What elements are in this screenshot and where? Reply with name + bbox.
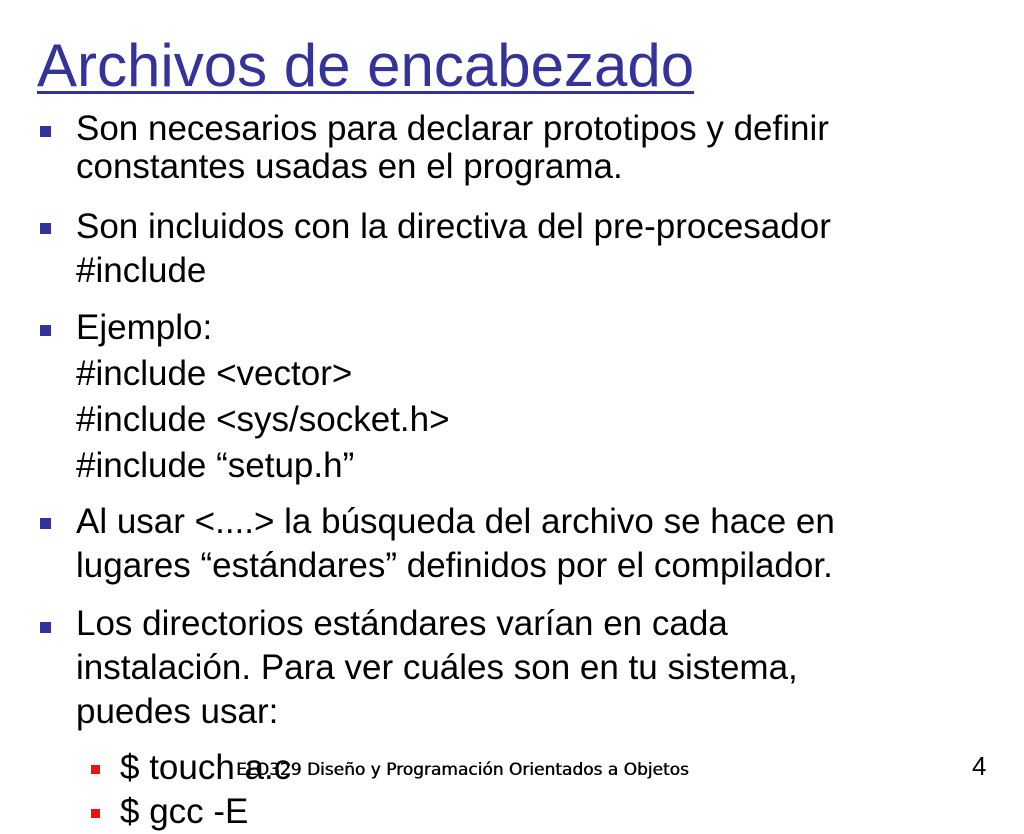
bullet-line: Ejemplo: [76, 308, 213, 347]
bullet-item [76, 205, 976, 293]
sub-bullet-item: $ touch a.c [120, 748, 292, 787]
bullet-marker [40, 223, 51, 234]
page-number: 4 [972, 751, 987, 781]
sub-bullet-item: $ gcc -E [120, 792, 249, 831]
bullet-line: lugares “estándares” definidos por el compilador. [76, 546, 833, 585]
bullet-item [76, 107, 976, 189]
bullet-marker [40, 622, 51, 633]
code-line: #include <vector> [76, 354, 353, 393]
code-line: #include <sys/socket.h> [76, 400, 450, 439]
code-line: #include “setup.h” [76, 446, 355, 485]
bullet-line: #include [76, 251, 207, 290]
bullet-line: constantes usadas en el programa. [76, 147, 623, 186]
bullet-line: Son incluidos con la directiva del pre-procesador [76, 207, 831, 246]
bullet-marker [40, 518, 51, 529]
sub-bullet-marker [91, 765, 100, 774]
slide-title: Archivos de encabezado [37, 32, 695, 99]
bullet-marker [40, 325, 51, 336]
bullet-line: Al usar <....> la búsqueda del archivo se hace en [76, 502, 835, 541]
bullet-item [76, 500, 976, 588]
bullet-item [76, 602, 976, 734]
bullet-line: Los directorios estándares varían en cada [76, 604, 728, 643]
slide-footer: ELO329 Diseño y Programación Orientados a Objetos [236, 760, 689, 780]
sub-bullet-marker [91, 809, 100, 818]
bullet-marker [40, 126, 51, 137]
bullet-line: Son necesarios para declarar prototipos y definir [76, 109, 829, 148]
bullet-line: puedes usar: [76, 692, 279, 731]
bullet-item [76, 306, 976, 488]
bullet-line: instalación. Para ver cuáles son en tu sistema, [76, 648, 798, 687]
